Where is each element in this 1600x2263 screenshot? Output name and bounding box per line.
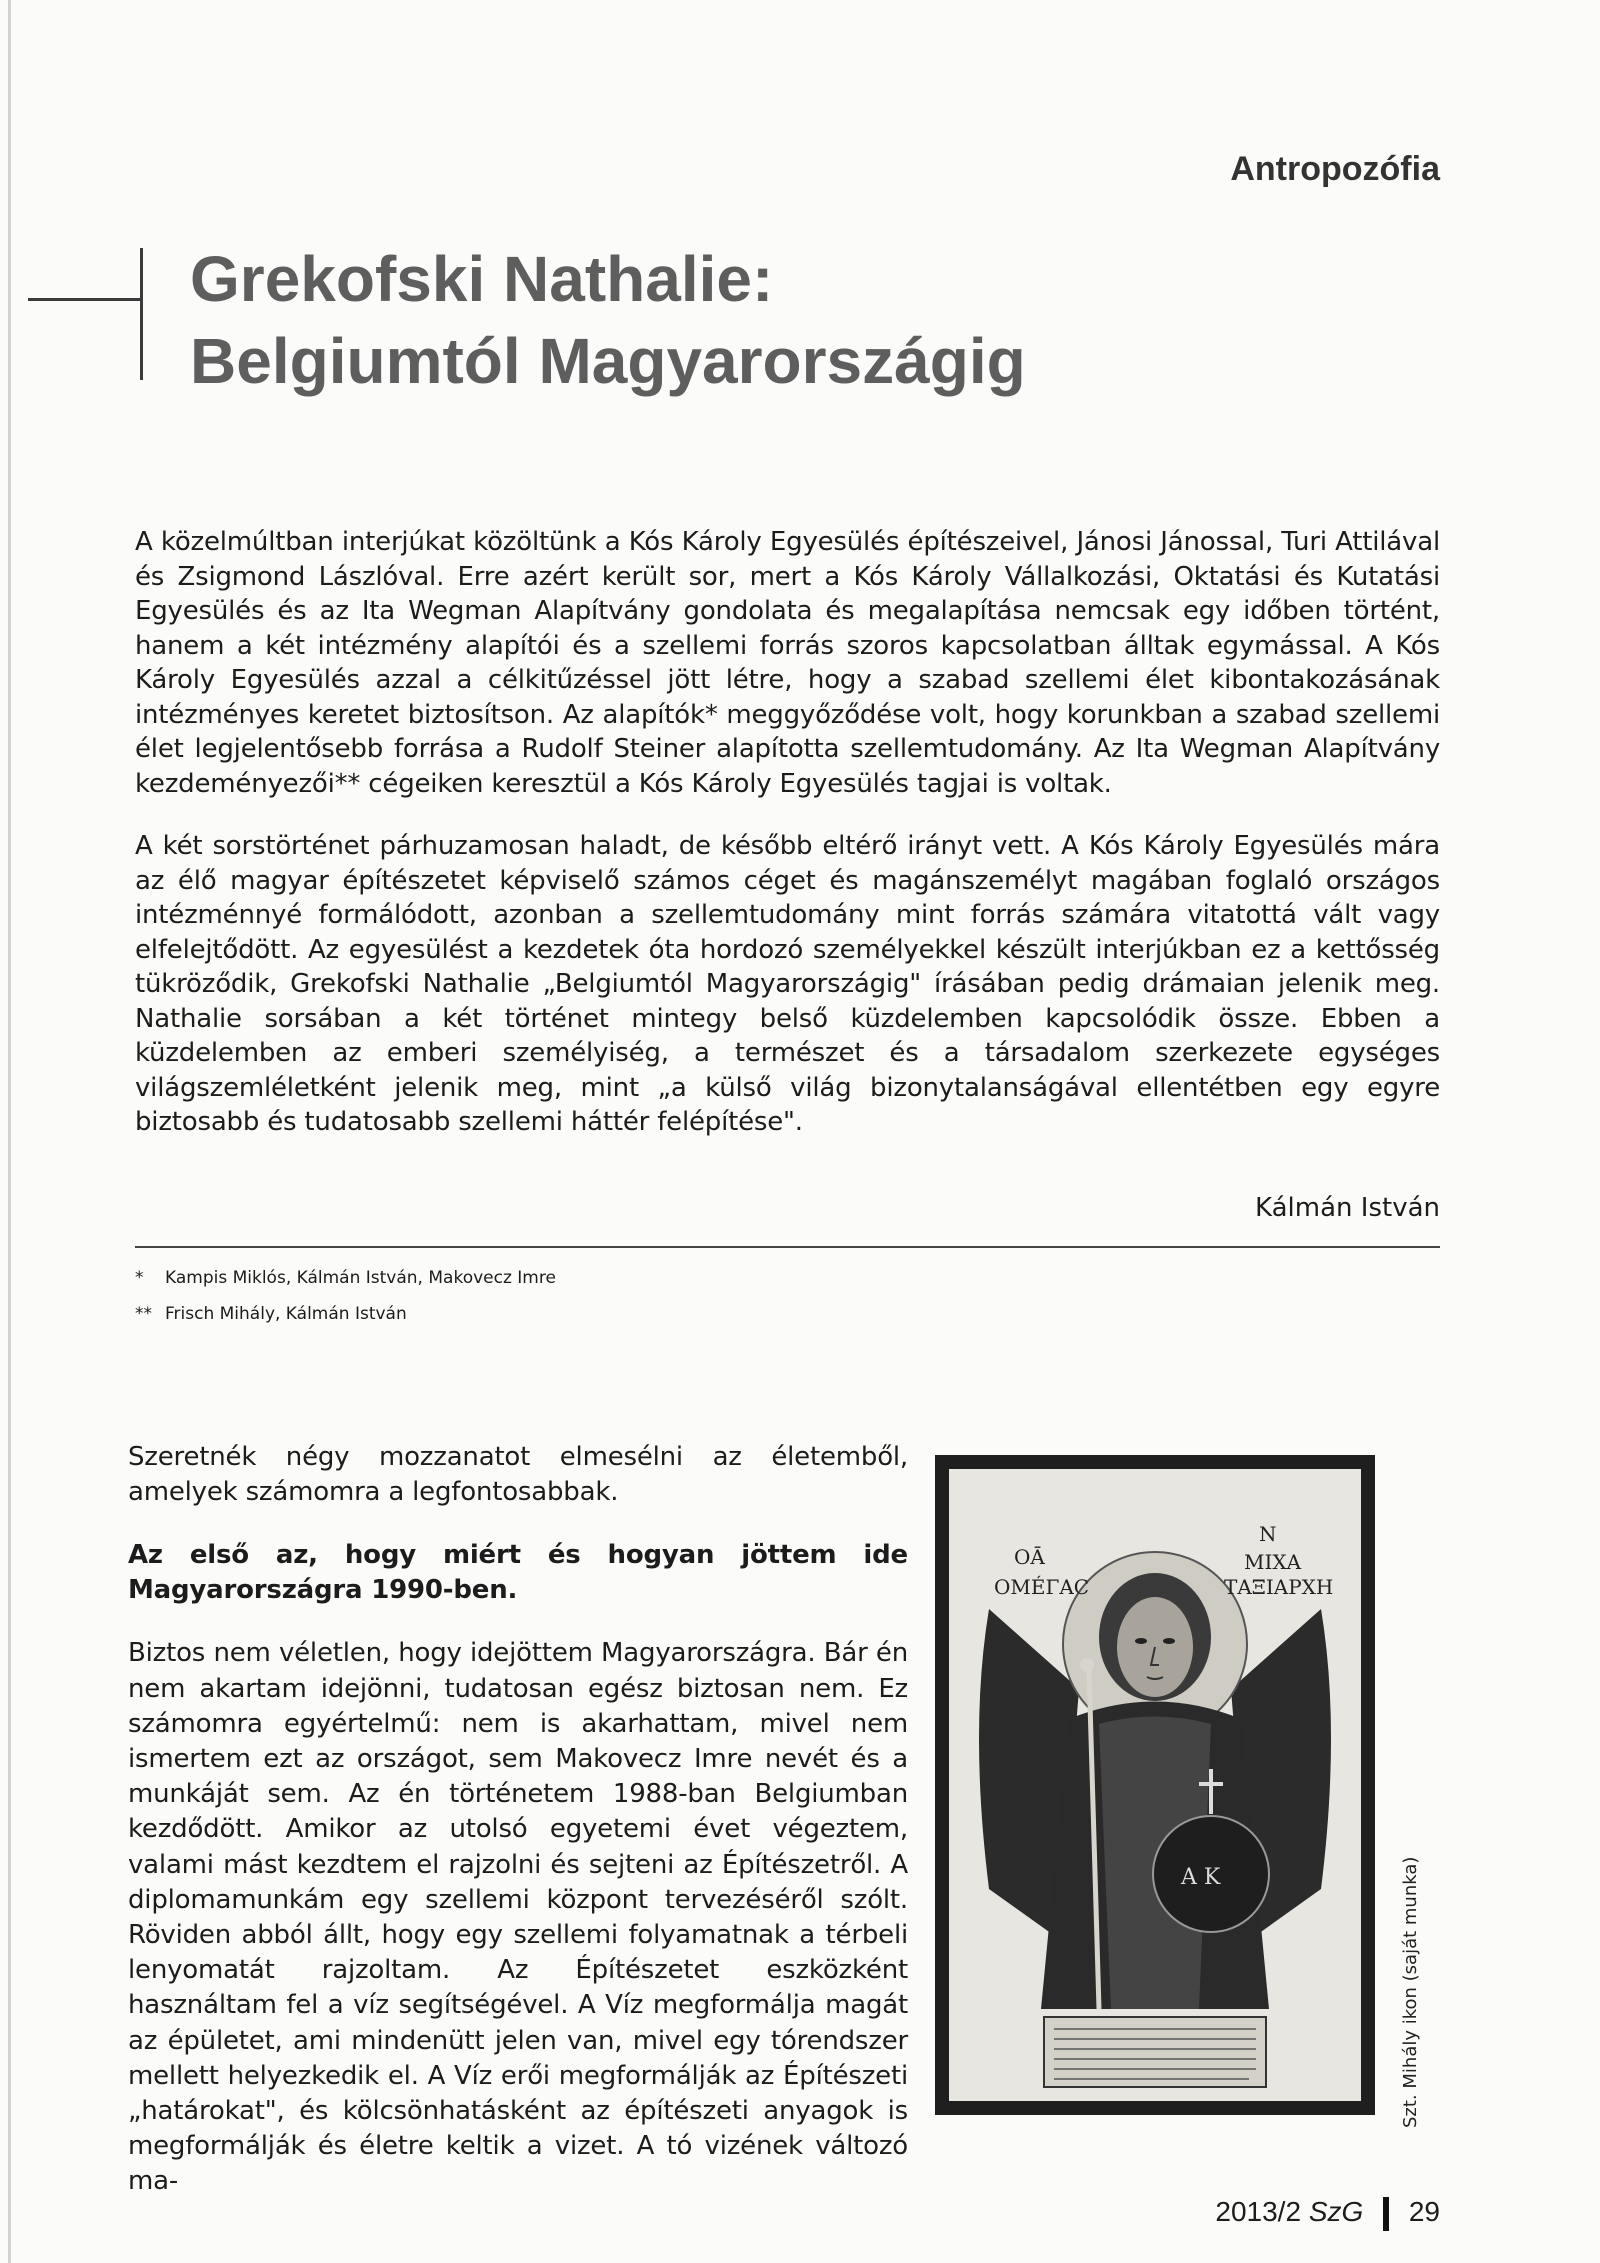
- title-rule-vertical: [140, 248, 143, 380]
- issue-number: 2013/2: [1215, 2196, 1302, 2227]
- footnotes: [135, 1260, 556, 1332]
- intro-block: [135, 525, 1440, 1168]
- footnote-divider: [135, 1246, 1440, 1248]
- icon-inscription-right-2: ΤΑΞΙΑΡΧΗ: [1224, 1575, 1334, 1599]
- page-edge-line: [8, 0, 11, 2263]
- folio: [1215, 2196, 1440, 2231]
- footnote-1: [135, 1260, 556, 1296]
- article-title: [190, 238, 1026, 402]
- icon-inscription-left-2: ОΜÉΓΑС: [994, 1575, 1090, 1599]
- body-paragraph-2: Biztos nem véletlen, hogy idejöttem Magyarországra. Bár én nem akartam idejönni, tudatosan egész biztosan nem. Ez számomra egyértelmű: nem is akarhattam, mivel nem ismertem ezt az országot, sem Makovecz Imre nevét és a munkáját sem. Az én történetem 1988-ban Belgiumban kezdődött. Amikor az utolsó egyetemi évet végeztem, valami mást kezdtem el rajzolni és sejteni az Építészetről. A diplomamunkám egy szellemi központ tervezéséről szólt. Röviden abból állt, hogy egy szellemi folyamatnak a térbeli lenyomatát rajzoltam. Az Építészetet eszközként használtam fel a víz segítségével. A Víz megformálja magát az épületet, ami mindenütt jelen van, mivel egy tórendszer mellett helyezkedik el. A Víz erői megformálják az Építészeti „határokat", és kölcsönhatásként az építészeti anyagok is megformálják és életre keltik a vizet. A tó vizének változó ma-: [128, 1638, 908, 2197]
- icon-inscription-right-1: ΜΙΧΑ: [1244, 1550, 1302, 1574]
- figure-caption: Szt. Mihály ikon (saját munka): [1400, 1856, 1421, 2128]
- footnote-mark: **: [135, 1304, 152, 1324]
- article-body: [128, 1440, 908, 2228]
- orb-letters: Α Κ: [1181, 1865, 1221, 1890]
- icon-painting: [949, 1469, 1361, 2101]
- body-paragraph-1: Szeretnék négy mozzanatot elmesélni az életemből, amelyek számomra a legfontosabbak.: [128, 1442, 908, 1508]
- intro-author: Kálmán István: [1255, 1193, 1440, 1223]
- icon-figure: [935, 1455, 1375, 2115]
- footnote-text: Kampis Miklós, Kálmán István, Makovecz Imre: [165, 1268, 556, 1288]
- icon-inscription-right-0: N: [1259, 1522, 1277, 1546]
- title-line-2: Belgiumtól Magyarországig: [190, 325, 1026, 397]
- section-label: Antropozófia: [1230, 150, 1440, 188]
- intro-paragraph-2: A két sorstörténet párhuzamosan haladt, de később eltérő irányt vett. A Kós Károly Egyesülés mára az élő magyar építészetet képviselő számos céget és magánszemélyt magában foglaló országos intézménnyé formálódott, azonban a szellemtudomány mint forrás számára vitatottá vált vagy elfelejtődött. Az egyesülést a kezdetek óta hordozó személyekkel készült interjúkban ez a kettősség tükröződik, Grekofski Nathalie „Belgiumtól Magyarországig" írásában pedig drámaian jelenik meg. Nathalie sorsában a két történet mintegy belső küzdelemben kapcsolódik össze. Ebben a küzdelemben az emberi személyiség, a természet és a társadalom szerkezete egységes világszemléletként jelenik meg, mint „a külső világ bizonytalanságával ellentétben egy egyre biztosabb és tudatosabb szellemi háttér felépítése".: [135, 831, 1440, 1137]
- page-number: 29: [1408, 2196, 1440, 2227]
- footnote-mark: *: [135, 1268, 144, 1288]
- icon-inscription-left-1: ОĀ: [1014, 1545, 1045, 1569]
- footnote-2: [135, 1296, 556, 1332]
- journal-name: SzG: [1308, 2196, 1364, 2227]
- inscription-panel: [1044, 2017, 1266, 2087]
- title-line-1: Grekofski Nathalie:: [190, 243, 774, 315]
- folio-bar: [1383, 2197, 1389, 2231]
- intro-paragraph-1: A közelmúltban interjúkat közöltünk a Kós Károly Egyesülés építészeivel, Jánosi Jánossal, Turi Attilával és Zsigmond Lászlóval. Erre azért került sor, mert a Kós Károly Vállalkozási, Oktatási és Kutatási Egyesülés és az Ita Wegman Alapítvány gondolata és megalapítása nemcsak egy időben történt, hanem a két intézmény alapítói és a szellemi forrás szoros kapcsolatban álltak egymással. A Kós Károly Egyesülés azzal a célkitűzéssel jött létre, hogy a szabad szellemi élet kibontakozásának intézményes keretet biztosítson. Az alapítók* meggyőződése volt, hogy korunkban a szabad szellemi élet legjelentősebb forrása a Rudolf Steiner alapította szellemtudomány. Az Ita Wegman Alapítvány kezdeményezői** cégeiken keresztül a Kós Károly Egyesülés tagjai is voltak.: [135, 527, 1440, 799]
- title-rule-horizontal: [28, 298, 140, 301]
- footnote-text: Frisch Mihály, Kálmán István: [165, 1304, 407, 1324]
- body-subheading: Az első az, hogy miért és hogyan jöttem ide Magyarországra 1990-ben.: [128, 1540, 908, 1606]
